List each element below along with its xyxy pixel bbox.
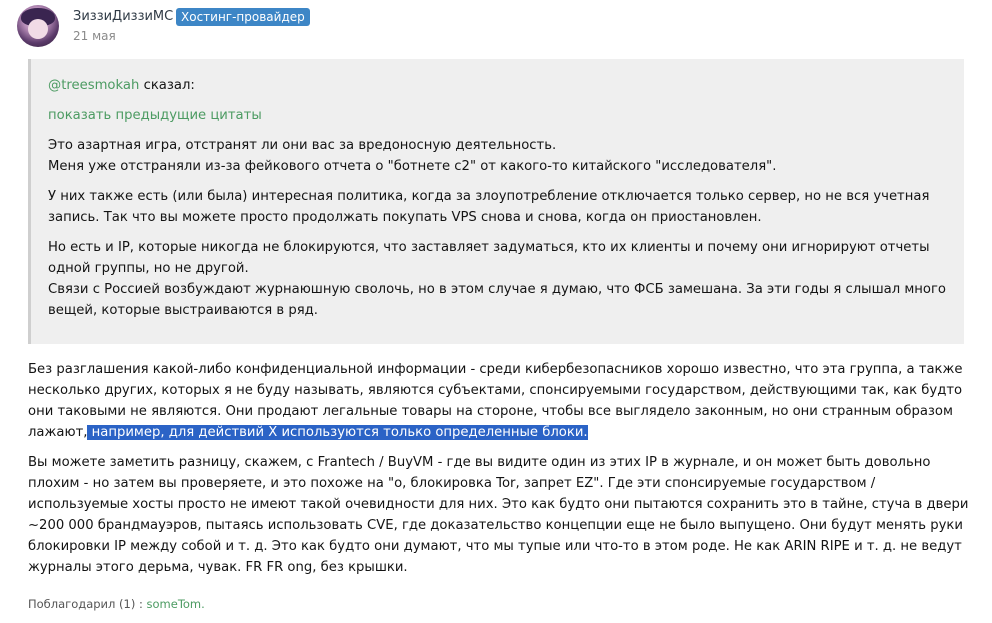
- quote-line: Связи с Россией возбуждают журнаюшную сволочь, но в этом случае я думаю, что ФСБ замешана. За эти годы я слышал много вещей, которые выстраиваются в ряд.: [48, 282, 946, 318]
- post-body: [28, 359, 973, 587]
- body-text: Без разглашения какой-либо конфиденциальной информации - среди кибербезопасников хорошо известно, что эта группа, а также несколько других, которых я не буду называть, являются субъектами, спонсируемыми государством, действующими так, как будто они таковыми не являются. Они продают легальные товары на стороне, чтобы все выглядело законным, но они странным образом лажают,: [28, 362, 963, 440]
- thanks-user-link[interactable]: someTom.: [146, 597, 205, 611]
- quote-author-mention[interactable]: @treesmokah: [48, 78, 140, 93]
- thanks-line: [28, 597, 205, 611]
- avatar[interactable]: [17, 5, 59, 47]
- quote-line: Но есть и IP, которые никогда не блокируются, что заставляет задуматься, кто их клиенты и почему они игнорируют отчеты одной группы, но не другой.: [48, 240, 930, 276]
- quote-said-label: сказал:: [143, 78, 195, 93]
- post-date[interactable]: 21 мая: [73, 29, 116, 43]
- author-name[interactable]: ЗиззиДиззиМС: [73, 9, 174, 24]
- body-paragraph: Вы можете заметить разницу, скажем, с Frantech / BuyVM - где вы видите один из этих IP в журнале, и он может быть довольно плохим - но затем вы проверяете, и это похоже на "о, блокировка Tor, запрет EZ". Где эти спонсируемые государством / используемые хосты просто не имеют такой очевидности для них. Это как будто они пытаются сохранить это в тайне, стуча в двери ~200 000 брандмауэров, пытаясь использовать CVE, где доказательство концепции еще не было выпущено. Они будут менять руки блокировки IP между собой и т. д. Это как будто они думают, что мы тупые или что-то в этом роде. Не как ARIN RIPE и т. д. не ведут журналы этого дерьма, чувак. FR FR ong, без крышки.: [28, 455, 969, 575]
- avatar-face: [28, 19, 48, 39]
- quote-paragraph: [48, 186, 948, 228]
- quote-line: Это азартная игра, отстранят ли они вас за вредоносную деятельность.: [48, 138, 557, 153]
- quote-block: [28, 59, 964, 344]
- show-previous-quotes-link[interactable]: показать предыдущие цитаты: [48, 108, 262, 123]
- user-title-badge: Хостинг-провайдер: [176, 8, 310, 26]
- quote-line: У них также есть (или была) интересная политика, когда за злоупотребление отключается только сервер, но не вся учетная запись. Так что вы можете просто продолжать покупать VPS снова и снова, когда он приостановлен.: [48, 189, 930, 225]
- body-paragraph: [28, 359, 973, 443]
- quote-paragraph: [48, 237, 948, 321]
- quote-author: [48, 75, 948, 96]
- thanks-label: Поблагодарил (1) :: [28, 597, 143, 611]
- quote-line: Меня уже отстраняли из-за фейкового отчета о "ботнете c2" от какого-то китайского "исследователя".: [48, 159, 777, 174]
- quote-paragraph: [48, 135, 948, 177]
- selected-text: например, для действий X используются только определенные блоки.: [87, 425, 588, 440]
